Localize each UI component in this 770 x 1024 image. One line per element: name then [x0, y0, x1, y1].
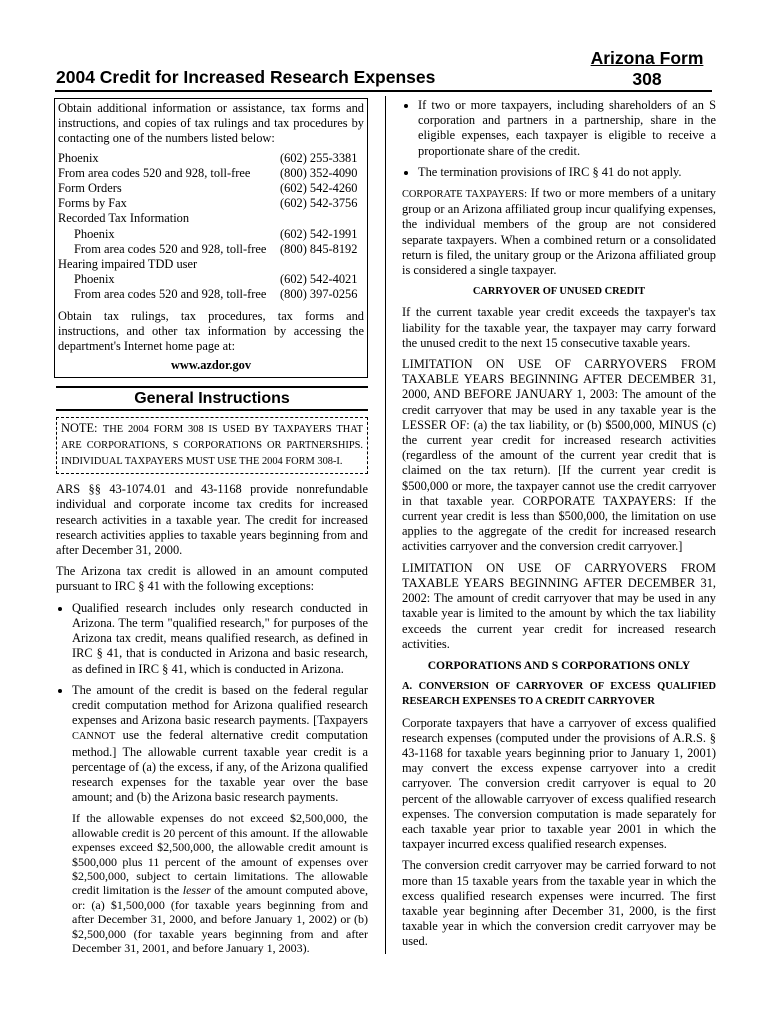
exceptions-list-continued	[402, 98, 716, 180]
contact-label: From area codes 520 and 928, toll-free	[74, 241, 267, 256]
left-column	[56, 98, 368, 961]
form-number-line1: Arizona Form	[590, 48, 704, 68]
note-body: THE 2004 FORM 308 IS USED BY TAXPAYERS THAT ARE CORPORATIONS, S CORPORATIONS OR PARTNERSHIPS. INDIVIDUAL TAXPAYERS MUST USE THE 2004 FORM 308-I.	[61, 423, 363, 468]
contact-label: From area codes 520 and 928, toll-free	[58, 165, 251, 180]
contact-box	[54, 98, 368, 378]
contact-label: Hearing impaired TDD user	[58, 257, 198, 272]
conversion-paragraph-1: Corporate taxpayers that have a carryover of excess qualified research expenses (computed under the provisions of A.R.S. § 43-1168 for taxable years beginning prior to January 1, 2001) may convert the excess expense carryover into a credit carryover. The conversion credit carryover is equal to 20 percent of the allowable carryover of excess qualified research expenses. The conversion computation is made separately for each taxable year prior to taxable year 2001 in which the taxpayer incurred excess qualified research expenses.	[402, 715, 716, 852]
list-item: • If two or more taxpayers, including shareholders of an S corporation and partners in a partnership, share in the eligible expenses, each taxpayer is eligible to receive a proportionate share of the credit.	[418, 98, 716, 159]
contact-label: From area codes 520 and 928, toll-free	[74, 287, 267, 302]
contact-row	[58, 242, 364, 257]
contact-label: Phoenix	[58, 150, 99, 165]
contact-row	[58, 227, 364, 242]
column-divider	[385, 96, 386, 954]
contact-label: Recorded Tax Information	[58, 211, 190, 226]
contact-phone: (602) 542-4260	[280, 181, 358, 196]
header-rule	[55, 90, 712, 92]
paragraph-credit-allowed: The Arizona tax credit is allowed in an amount computed pursuant to IRC § 41 with the following exceptions:	[56, 564, 368, 594]
contact-label: Phoenix	[74, 272, 115, 287]
lesser-emphasis: lesser	[182, 883, 211, 898]
contact-row	[58, 272, 364, 287]
list-item	[72, 683, 368, 806]
contact-phone: (602) 255-3381	[280, 150, 358, 165]
carryover-heading: CARRYOVER OF UNUSED CREDIT	[472, 286, 646, 298]
contact-label: Phoenix	[74, 226, 115, 241]
cannot-emphasis: CANNOT	[72, 731, 116, 743]
exceptions-list	[56, 601, 368, 806]
contact-row	[58, 211, 364, 226]
contact-row	[58, 151, 364, 166]
contact-phone: (800) 352-4090	[280, 165, 358, 180]
right-column	[402, 98, 716, 956]
sub-text: of the amount computed above, or: (a) $1,500,000 (for taxable years beginning from and after December 31, 2000, and before January 1, 2002) or (b) $2,500,000 (for taxable years beginning from and after December 31, 2001, and before January 1, 2003).	[72, 883, 368, 955]
limitation-paragraph-2: LIMITATION ON USE OF CARRYOVERS FROM TAXABLE YEARS BEGINNING AFTER DECEMBER 31, 2002: The amount of credit carryover that may be used in any taxable year is limited to the amount by which the tax liability exceeds the current year credit for increased research activities.	[402, 560, 716, 651]
note-box	[56, 417, 368, 475]
list-item: • The termination provisions of IRC § 41 do not apply.	[418, 165, 716, 180]
contact-row	[58, 196, 364, 211]
allowable-expenses-paragraph	[72, 811, 368, 955]
paragraph-ars: ARS §§ 43-1074.01 and 43-1168 provide nonrefundable individual and corporate income tax credits for increased research activities in a taxable year. The credit for increased research activities applies to taxable years beginning from and after December 31, 2000.	[56, 482, 368, 558]
list-item-text: The amount of the credit is based on the federal regular credit computation method for Arizona qualified research expenses and Arizona basic research payments. [Taxpayers	[72, 682, 368, 728]
contact-outro: Obtain tax rulings, tax procedures, tax forms and instructions, and other tax information by accessing the department's Internet home page at:	[58, 308, 364, 354]
form-number-line2: 308	[632, 69, 662, 89]
contact-label: Form Orders	[58, 181, 122, 196]
contact-phone	[280, 211, 364, 226]
contact-phone: (800) 845-8192	[280, 241, 358, 256]
page-title: 2004 Credit for Increased Research Expenses	[56, 67, 436, 87]
contact-phone: (602) 542-3756	[280, 196, 358, 211]
list-item-text: use the federal alternative credit computation method.] The allowable current taxable year credit is a percentage of (a) the excess, if any, of the Arizona qualified research expenses for the taxable year over the base amount; and (b) the Arizona basic research payments.	[72, 728, 368, 805]
contact-phone: (602) 542-4021	[280, 272, 358, 287]
contact-row	[58, 257, 364, 272]
contact-row	[58, 166, 364, 181]
note-prefix: NOTE:	[61, 420, 98, 435]
corporate-taxpayers-paragraph	[402, 186, 716, 278]
contact-label: Forms by Fax	[58, 196, 127, 211]
conversion-paragraph-2: The conversion credit carryover may be carried forward to not more than 15 taxable years from the taxable year in which the excess qualified research expenses were incurred. The first taxable year beginning after December 31, 2000, is the first taxable year in which the conversion credit carryover may be used.	[402, 858, 716, 949]
contact-row	[58, 181, 364, 196]
website-link[interactable]: www.azdor.gov	[170, 358, 252, 373]
section-a-heading: A. CONVERSION OF CARRYOVER OF EXCESS QUALIFIED RESEARCH EXPENSES TO A CREDIT CARRYOVER	[402, 681, 716, 708]
carryover-paragraph: If the current taxable year credit exceeds the taxpayer's tax liability for the taxable year, the taxpayer may carry forward the unused credit to the next 15 consecutive taxable years.	[402, 305, 716, 350]
form-number	[582, 48, 712, 90]
contact-intro: Obtain additional information or assistance, tax forms and instructions, and copies of tax rulings and tax procedures by contacting one of the numbers listed below:	[58, 101, 364, 146]
contact-phone	[280, 257, 364, 272]
list-item: • Qualified research includes only research conducted in Arizona. The term "qualified research," for purposes of the Arizona tax credit, means qualified research, as defined in IRC § 41, that is conducted in Arizona and basic research, as defined in IRC § 41, which is conducted in Arizona.	[72, 601, 368, 677]
corporate-body: If two or more members of a unitary group or an Arizona affiliated group incur qualifying expenses, the individual members of the group are not considered separate taxpayers. When a combined return or a consolidated return is filed, the unitary group or the Arizona affiliated group is considered a single taxpayer.	[402, 186, 716, 278]
corporate-label: CORPORATE TAXPAYERS:	[402, 189, 528, 201]
sub-text: If the allowable expenses do not exceed $2,500,000, the allowable credit is 20 percent of this amount. If the allowable expenses exceed $2,500,000, the allowable credit amount is $500,000 plus 11 percent of the amount of expenses over $2,500,000, subject to certain limitations. The allowable credit limitation is the	[72, 811, 368, 898]
contact-phone: (800) 397-0256	[280, 287, 358, 302]
contact-row	[58, 287, 364, 302]
contact-phone: (602) 542-1991	[280, 226, 358, 241]
corporations-heading: CORPORATIONS AND S CORPORATIONS ONLY	[427, 658, 691, 672]
limitation-paragraph-1: LIMITATION ON USE OF CARRYOVERS FROM TAXABLE YEARS BEGINNING AFTER DECEMBER 31, 2000, AND BEFORE JANUARY 1, 2003: The amount of the credit carryover that may be used in any taxable year is the LESSER OF: (a) the tax liability, or (b) $500,000, MINUS (c) the current year credit for increased research activities (regardless of the amount of the current year credit that is claimed on the tax return). [If the current year credit is $500,000 or more, the taxpayer cannot use the credit carryover in that taxable year. CORPORATE TAXPAYERS: If the current year credit is less than $500,000, the limitation on use applies to the aggregate of the credit for increased research activities carryover and the conversion credit carryover.]	[402, 357, 716, 554]
general-instructions-heading: General Instructions	[56, 386, 368, 410]
